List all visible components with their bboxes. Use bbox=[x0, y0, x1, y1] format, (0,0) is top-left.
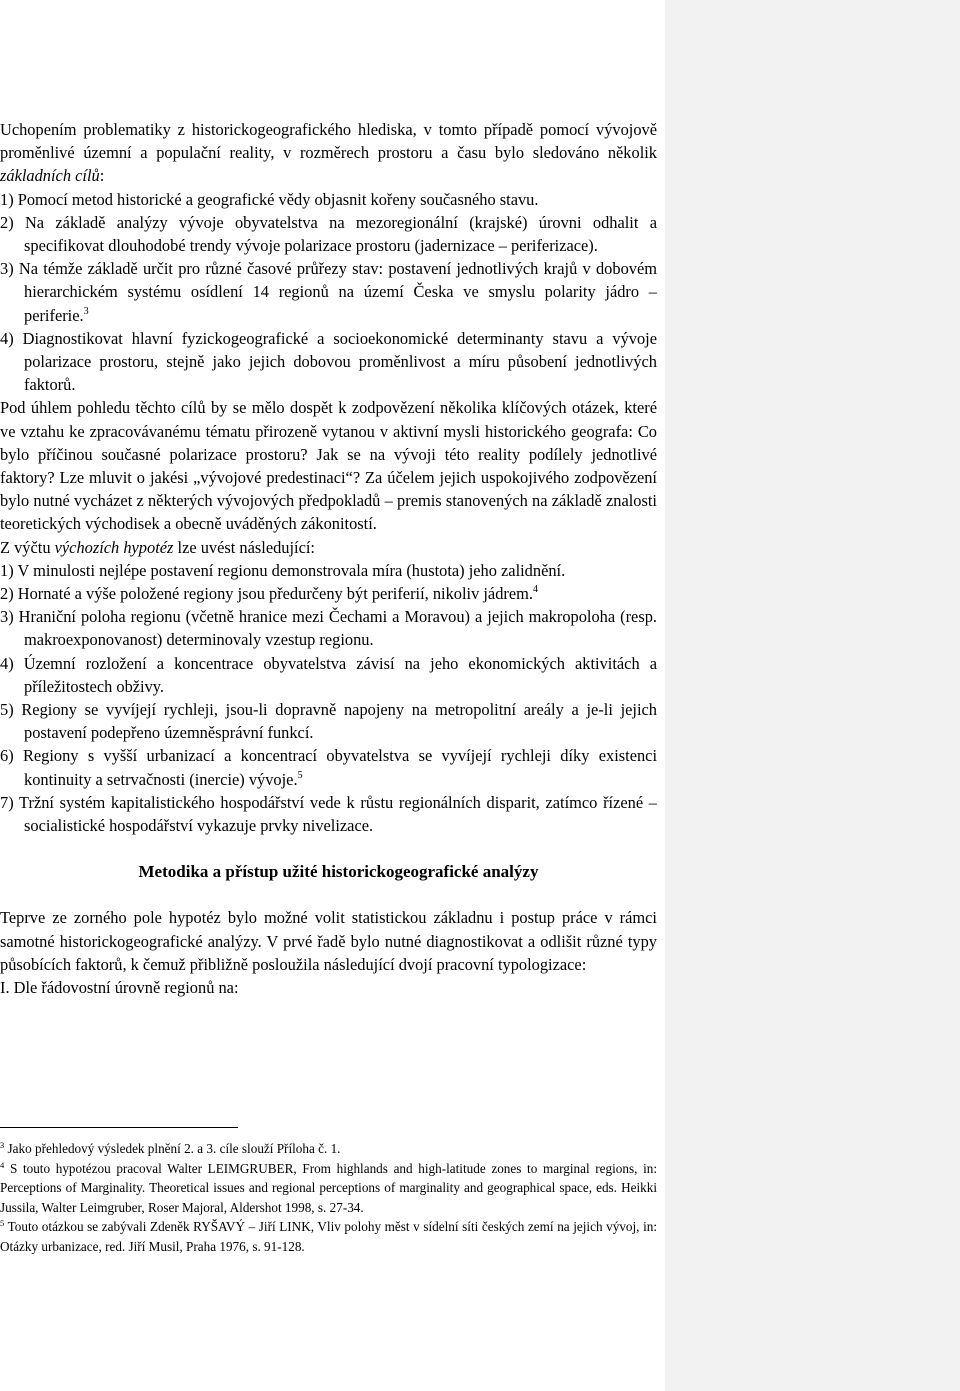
method-paragraph: Teprve ze zorného pole hypotéz bylo možné volit statistickou základnu i postup práce v rámci samotné historickogeografické analýzy. V prvé řadě bylo nutné diagnostikovat a odlišit různé typy působících faktorů, k čemuž přibližně posloužila následující dvojí pracovní typologizace: bbox=[0, 908, 657, 974]
hypothesis-4: 4) Územní rozložení a koncentrace obyvatelstva závisí na jeho ekonomických aktivitách a příležitostech obživy. bbox=[0, 653, 657, 696]
footnote-5: $^5$ Touto otázkou se zabývali Zdeněk RYŠAVÝ – Jiří LINK, Vliv polohy měst v sídelní síti českých zemí na jejich vývoj, in: Otázky urbanizace, red. Jiří Musil, Praha 1976, s. 91-128. bbox=[0, 1218, 658, 1254]
goal-2: 2) Na základě analýzy vývoje obyvatelstva na mezoregionální (krajské) úrovni odhalit a specifikovat dlouhodobé trendy vývoje polarizace prostoru (jadernizace – periferizace). bbox=[0, 212, 657, 256]
footnote-number: 3 bbox=[0, 1140, 5, 1150]
hypothesis-7: 7) Tržní systém kapitalistického hospodářství vede k růstu regionálních disparit, zatímco řízené – socialistické hospodářství vykazuje prvky nivelizace. bbox=[0, 792, 657, 836]
footnote-separator bbox=[0, 1127, 238, 1128]
spacer bbox=[0, 837, 657, 860]
footnote-ref-3[interactable]: 3 bbox=[83, 305, 89, 317]
goal-3: 3) Na témže základě určit pro různé časové průřezy stav: postavení jednotlivých krajů v dobovém hierarchickém systému osídlení 14 regionů na území Česka ve smyslu polarity jádro – periferie.$^3$ bbox=[0, 259, 657, 325]
footnote-ref-4[interactable]: 4 bbox=[532, 584, 538, 596]
footnote-number: 5 bbox=[0, 1218, 5, 1229]
hypothesis-3: 3) Hraniční poloha regionu (včetně hranice mezi Čechami a Moravou) a jejich makropoloha (resp. makroexponovanost) determinovaly vzestup regionu. bbox=[0, 607, 657, 650]
footnote-number: 4 bbox=[0, 1159, 5, 1170]
footnote-3: $^3$ Jako přehledový výsledek plnění 2. a 3. cíle slouží Příloha č. 1. bbox=[0, 1140, 341, 1156]
footnote-ref-5[interactable]: 5 bbox=[297, 769, 303, 781]
emphasis-hypotheses: výchozích hypotéz bbox=[54, 537, 174, 557]
hypothesis-6: 6) Regiony s vyšší urbanizací a koncentrací obyvatelstva se vyvíjejí rychleji díky existenci kontinuity a setrvačnosti (inercie) vývoje.$^5$ bbox=[0, 746, 657, 789]
goal-1: 1) Pomocí metod historické a geografické vědy objasnit kořeny současného stavu. bbox=[0, 189, 539, 209]
footnotes bbox=[0, 1139, 657, 1257]
intro-paragraph: Uchopením problematiky z historickogeografického hlediska, v tomto případě pomocí vývojově proměnlivé územní a populační reality, v rozměrech prostoru a času bylo sledováno několik základních cílů: bbox=[0, 120, 657, 186]
comment-margin bbox=[665, 0, 960, 1391]
hypothesis-5: 5) Regiony se vyvíjejí rychleji, jsou-li dopravně napojeny na metropolitní areály a je-li jejich postavení podepřeno územněsprávní funkcí. bbox=[0, 700, 657, 743]
spacer bbox=[0, 883, 657, 906]
goal-4: 4) Diagnostikovat hlavní fyzickogeografické a socioekonomické determinanty stavu a vývoje polarizace prostoru, stejně jako jejich dobovou proměnlivost a míru působení jednotlivých faktorů. bbox=[0, 328, 657, 395]
hypotheses-intro: Z výčtu výchozích hypotéz lze uvést následující: bbox=[0, 537, 315, 557]
footnote-4: $^4$ S touto hypotézou pracoval Walter LEIMGRUBER, From highlands and high-latitude zones to marginal regions, in: Perceptions of Marginality. Theoretical issues and regional perceptions of marginality and geographical space, eds. Heikki Jussila, Walter Leimgruber, Roser Majoral, Aldershot 1998, s. 27-34. bbox=[0, 1159, 658, 1215]
hypothesis-1: 1) V minulosti nejlépe postavení regionu demonstrovala míra (hustota) jeho zalidnění. bbox=[0, 560, 566, 580]
hypothesis-2: 2) Hornaté a výše položené regiony jsou předurčeny být periferií, nikoliv jádrem.$^4$ bbox=[0, 584, 538, 604]
page-body bbox=[0, 118, 657, 999]
emphasis-goals: základních cílů bbox=[0, 166, 100, 186]
section-heading: Metodika a přístup užité historickogeografické analýzy bbox=[138, 862, 539, 882]
typology-item-1: I. Dle řádovostní úrovně regionů na: bbox=[0, 977, 239, 997]
questions-paragraph: Pod úhlem pohledu těchto cílů by se mělo dospět k zodpovězení několika klíčových otázek, které ve vztahu ke zpracovávanému tématu přirozeně vytanou v aktivní mysli historického geografa: Co bylo příčinou současné polarizace prostoru? Jak se na vývoji této reality podílely jednotlivé faktory? Lze mluvit o jakési „vývojové predestinaci“? Za účelem jejich uspokojivého zodpovězení bylo nutné vycházet z některých vývojových předpokladů – premis stanovených na základě znalosti teoretických východisek a obecně uváděných zákonitostí. bbox=[0, 398, 657, 534]
